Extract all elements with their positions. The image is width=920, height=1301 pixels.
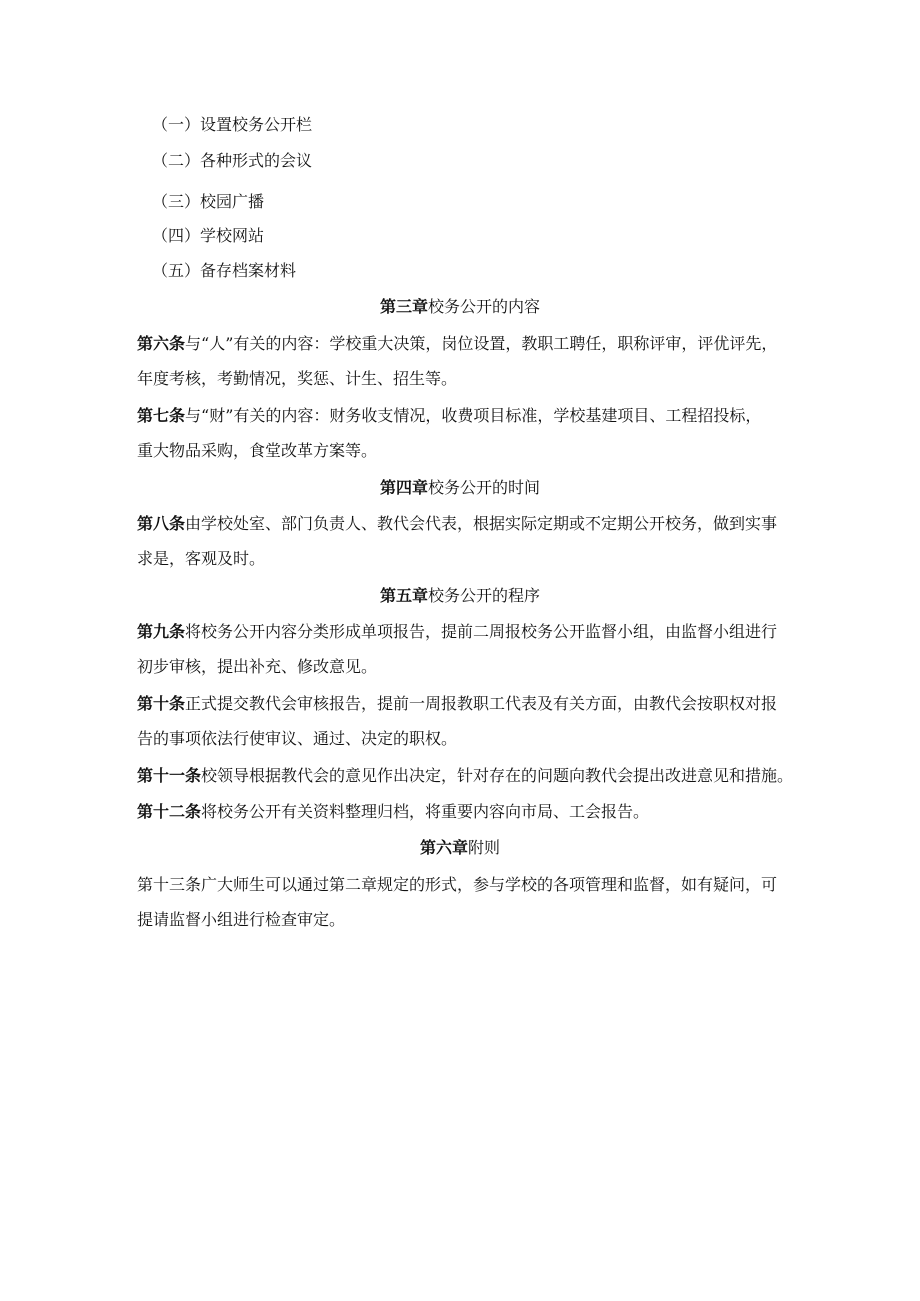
article-paragraph: [137, 694, 777, 714]
article-text: 将校务公开内容分类形成单项报告，提前二周报校务公开监督小组，由监督小组进行: [185, 622, 778, 641]
article-paragraph: [137, 802, 649, 822]
chapter-title: 校务公开的程序: [428, 586, 541, 605]
chapter-number: 第六章: [419, 838, 468, 857]
chapter-heading: [0, 586, 920, 606]
article-paragraph: [137, 622, 777, 642]
article-paragraph: [137, 406, 761, 426]
article-text-continued: 年度考核，考勤情况，奖惩、计生、招生等。: [137, 369, 458, 388]
article-text-continued: 告的事项依法行使审议、通过、决定的职权。: [137, 729, 458, 748]
chapter-number: 第五章: [379, 586, 428, 605]
chapter-title: 校务公开的时间: [428, 478, 541, 497]
article-paragraph: [137, 334, 777, 354]
list-item: （三）校园广播: [152, 192, 265, 211]
chapter-title: 附则: [468, 838, 501, 857]
article-label: 第十条: [137, 694, 186, 713]
list-item: （一）设置校务公开栏: [152, 115, 313, 134]
list-item: （五）备存档案材料: [152, 261, 297, 280]
article-paragraph: [137, 514, 777, 534]
chapter-heading: [0, 838, 920, 858]
article-text: 校领导根据教代会的意见作出决定，针对存在的问题向教代会提出改进意见和措施。: [201, 766, 794, 785]
article-label: 第七条: [137, 406, 186, 425]
article-text-continued: 求是，客观及时。: [137, 549, 266, 568]
article-text: 与“人”有关的内容：学校重大决策，岗位设置，教职工聘任，职称评审，评优评先，: [185, 334, 778, 353]
chapter-heading: [0, 297, 920, 317]
article-label: 第九条: [137, 622, 186, 641]
article-paragraph: 第十三条广大师生可以通过第二章规定的形式，参与学校的各项管理和监督，如有疑问，可: [137, 875, 778, 894]
article-paragraph: [137, 766, 793, 786]
article-label: 第六条: [137, 334, 186, 353]
chapter-title: 校务公开的内容: [428, 297, 541, 316]
chapter-number: 第三章: [379, 297, 428, 316]
article-text-continued: 提请监督小组进行检查审定。: [137, 910, 346, 929]
article-text-continued: 重大物品采购，食堂改革方案等。: [137, 441, 378, 460]
article-label: 第八条: [137, 514, 186, 533]
article-label: 第十二条: [137, 802, 202, 821]
article-text: 由学校处室、部门负责人、教代会代表，根据实际定期或不定期公开校务，做到实事: [185, 514, 778, 533]
article-text: 正式提交教代会审核报告，提前一周报教职工代表及有关方面，由教代会按职权对报: [185, 694, 778, 713]
article-text: 将校务公开有关资料整理归档，将重要内容向市局、工会报告。: [201, 802, 650, 821]
chapter-heading: [0, 478, 920, 498]
list-item: （二）各种形式的会议: [152, 151, 313, 170]
article-text-continued: 初步审核，提出补充、修改意见。: [137, 657, 378, 676]
list-item: （四）学校网站: [152, 226, 265, 245]
article-label: 第十一条: [137, 766, 202, 785]
article-text: 与“财”有关的内容：财务收支情况，收费项目标准，学校基建项目、工程招投标，: [185, 406, 762, 425]
chapter-number: 第四章: [379, 478, 428, 497]
